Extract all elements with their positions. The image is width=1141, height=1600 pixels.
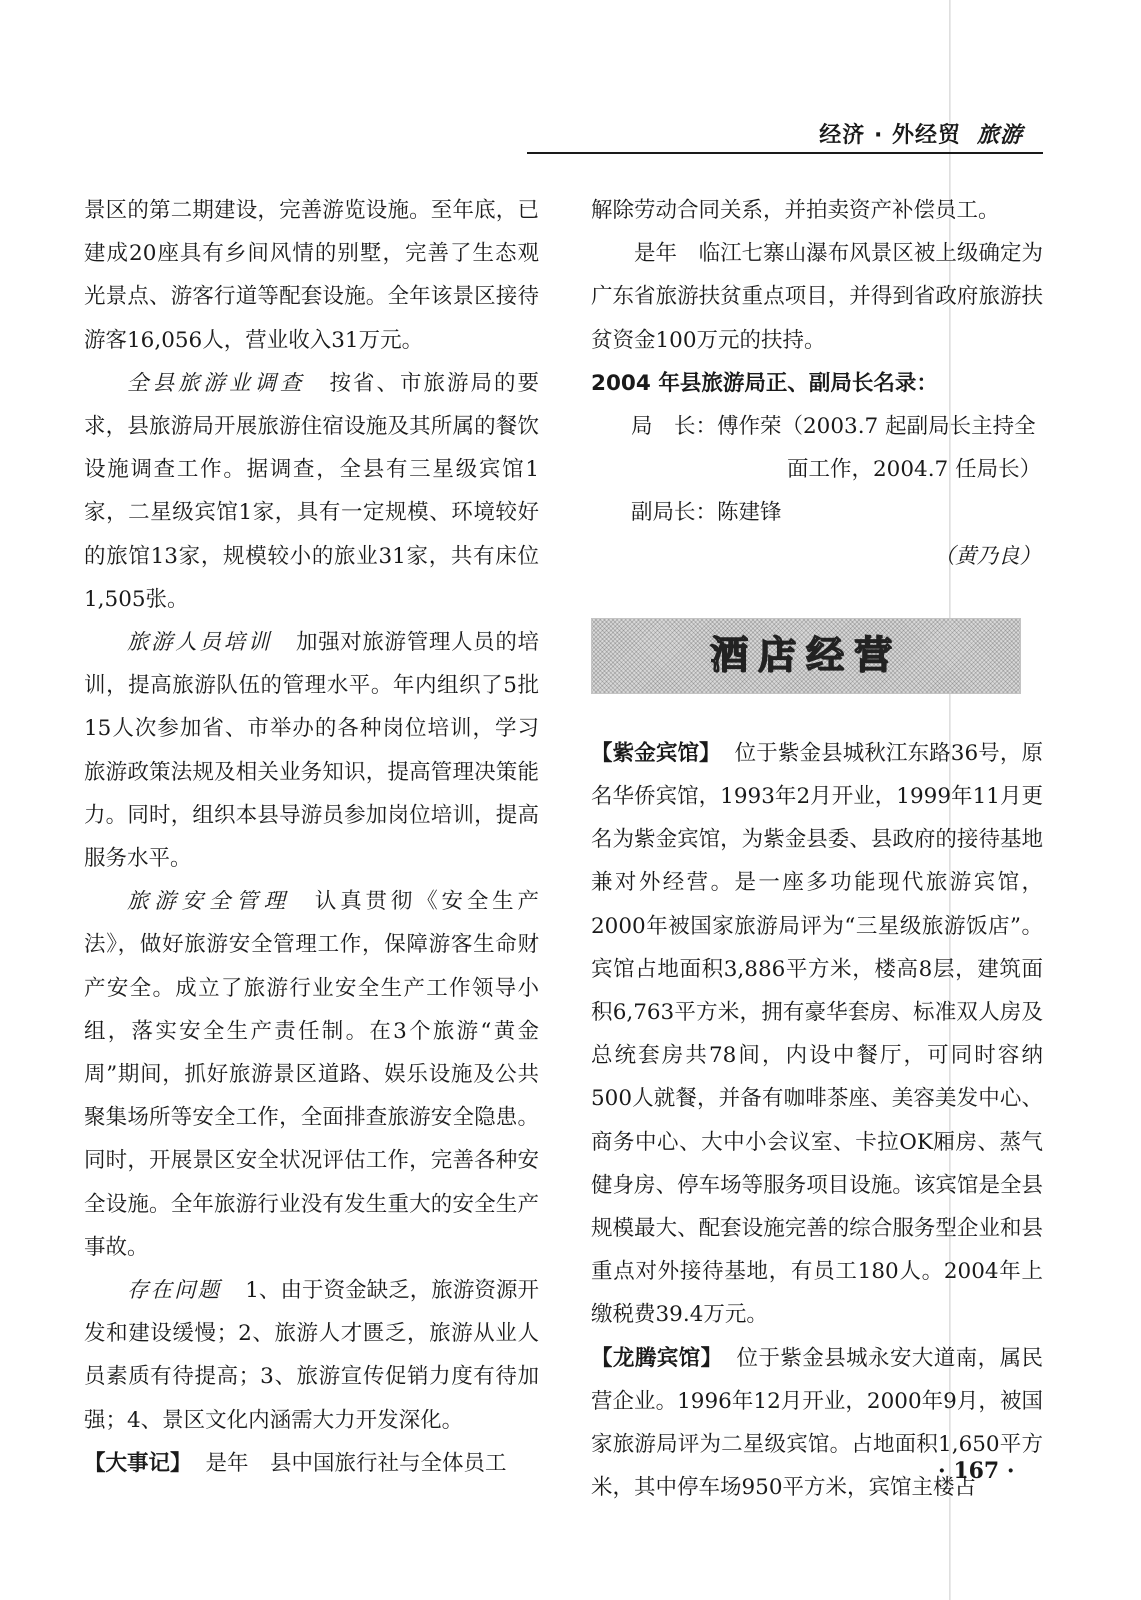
paragraph-existing-problems <box>84 1269 539 1442</box>
page-number: · 167 · <box>938 1458 1015 1484</box>
paragraph-zijin-hotel <box>591 732 1043 1337</box>
header-subsection: 旅游 <box>976 122 1023 148</box>
header-rule <box>527 152 1043 154</box>
paragraph-safety-management <box>84 880 539 1269</box>
topic-heading: 旅游人员培训 <box>127 630 272 656</box>
director-entry-cont: 面工作，2004.7 任局长） <box>787 457 1042 483</box>
paragraph-body: 按省、市旅游局的要求，县旅游局开展旅游住宿设施及其所属的餐饮设施调查工作。据调查，全县有三星级宾馆1家，二星级宾馆1家，具有一定规模、环境较好的旅馆13家，规模较小的旅业31家，共有床位1,505张。 <box>84 370 539 612</box>
paragraph-body: 加强对旅游管理人员的培训，提高旅游队伍的管理水平。年内组织了5批15人次参加省、市举办的各种岗位培训，学习旅游政策法规及相关业务知识，提高管理决策能力。同时，组织本县导游员参加岗位培训，提高服务水平。 <box>84 630 539 872</box>
banner-title: 酒店经营 <box>709 633 902 678</box>
paragraph-chronicle-cont: 解除劳动合同关系，并拍卖资产补偿员工。 <box>591 198 1000 223</box>
paragraph-tourism-survey <box>84 362 539 621</box>
paragraph-staff-training <box>84 621 539 880</box>
paragraph-chronicle <box>84 1442 539 1485</box>
paragraph-body: 位于紫金县城秋江东路36号，原名华侨宾馆，1993年2月开业，1999年11月更名为紫金宾馆，为紫金县委、县政府的接待基地兼对外经营。是一座多功能现代旅游宾馆，2000年被国家旅游局评为“三星级旅游饭店”。宾馆占地面积3,886平方米，楼高8层，建筑面积6,763平方米，拥有豪华套房、标准双人房及总统套房共78间，内设中餐厅，可同时容纳500人就餐，并备有咖啡茶座、美容美发中心、商务中心、大中小会议室、卡拉OK厢房、蒸气健身房、停车场等服务项目设施。该宾馆是全县规模最大、配套设施完善的综合服务型企业和县重点对外接待基地，有员工180人。2004年上缴税费39.4万元。 <box>591 740 1043 1328</box>
paragraph-scenic-construction: 景区的第二期建设，完善游览设施。至年底，已建成20座具有乡间风情的别墅，完善了生态观光景点、游客行道等配套设施。全年该景区接待游客16,056人，营业收入31万元。 <box>84 198 539 353</box>
topic-heading: 旅游安全管理 <box>127 889 291 915</box>
section-banner <box>591 618 1021 694</box>
paragraph-body: 1、由于资金缺乏，旅游资源开发和建设缓慢；2、旅游人才匮乏，旅游从业人员素质有待提高；3、旅游宣传促销力度有待加强；4、景区文化内涵需大力开发深化。 <box>84 1278 539 1433</box>
running-header <box>819 118 1023 149</box>
deputy-director-entry: 副局长：陈建锋 <box>631 500 782 526</box>
director-list-title: 2004 年县旅游局正、副局长名录： <box>591 370 938 396</box>
director-entry: 局 长：傅作荣（2003.7 起副局长主持全 <box>631 414 1036 440</box>
topic-heading: 存在问题 <box>127 1278 222 1304</box>
author-credit: （黄乃良） <box>933 543 1041 569</box>
paragraph-body: 位于紫金县城永安大道南，属民营企业。1996年12月开业，2000年9月，被国家旅游局评为二星级宾馆。占地面积1,650平方米，其中停车场950平方米，宾馆主楼占 <box>591 1345 1043 1501</box>
bracket-heading: 【紫金宾馆】 <box>591 740 721 766</box>
paragraph-body: 是年 县中国旅行社与全体员工 <box>205 1450 507 1476</box>
left-column <box>84 189 539 1485</box>
header-section: 经济 · 外经贸 <box>819 123 961 148</box>
paragraph-waterfall-project: 是年 临江七寨山瀑布风景区被上级确定为广东省旅游扶贫重点项目，并得到省政府旅游扶贫资金100万元的扶持。 <box>591 241 1043 353</box>
right-column <box>591 189 1043 1509</box>
topic-heading: 全县旅游业调查 <box>127 370 306 396</box>
bracket-heading: 【大事记】 <box>84 1450 192 1476</box>
bracket-heading: 【龙腾宾馆】 <box>591 1345 723 1371</box>
paragraph-body: 认真贯彻《安全生产法》，做好旅游安全管理工作，保障游客生命财产安全。成立了旅游行业安全生产工作领导小组，落实安全生产责任制。在3个旅游“黄金周”期间，抓好旅游景区道路、娱乐设施及公共聚集场所等安全工作，全面排查旅游安全隐患。同时，开展景区安全状况评估工作，完善各种安全设施。全年旅游行业没有发生重大的安全生产事故。 <box>84 889 539 1260</box>
